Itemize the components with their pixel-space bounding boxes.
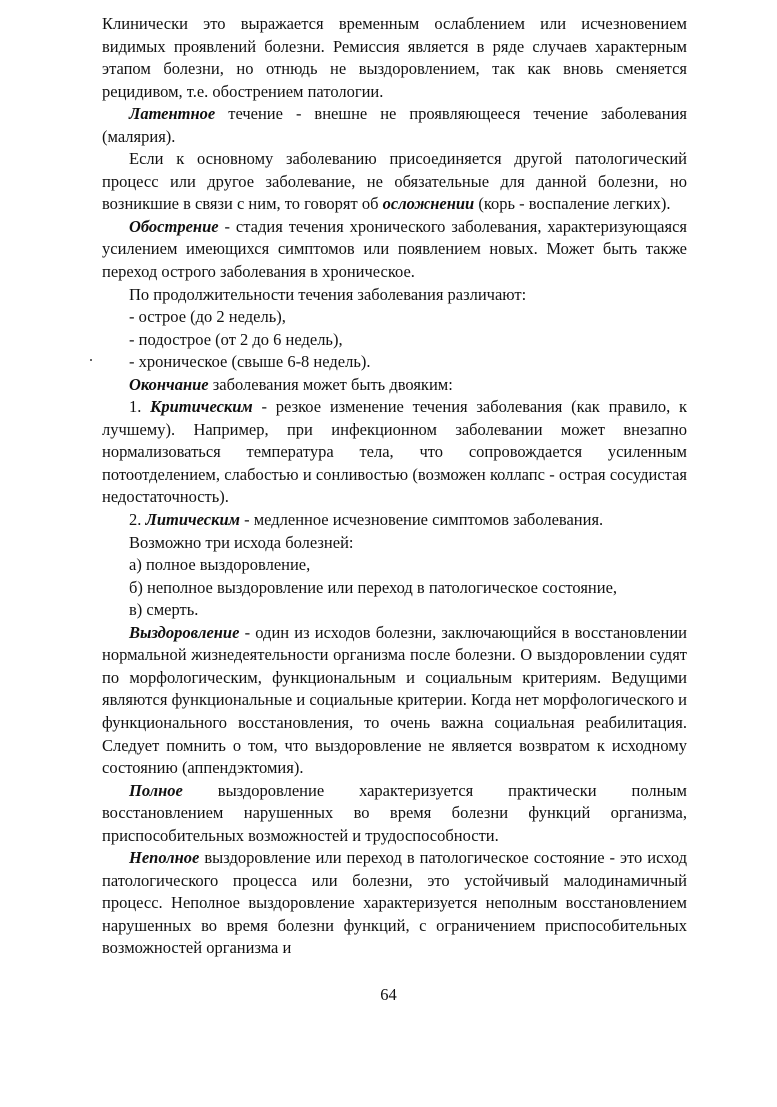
paragraph bbox=[102, 577, 687, 600]
paragraph bbox=[102, 396, 687, 509]
term: Выздоровление bbox=[129, 622, 240, 642]
paragraph bbox=[102, 622, 687, 780]
paragraph-text: По продолжительности течения заболевания различают: bbox=[129, 284, 527, 304]
paragraph-text: - резкое изменение течения заболевания (как правило, к лучшему). Например, при инфекционном заболевании может внезапно нормализоваться температура тела, что сопровождается усиленным потоотделением, слабостью и сонливостью (возможен коллапс - острая сосудистая недостаточность). bbox=[102, 397, 688, 507]
scan-speck bbox=[90, 359, 92, 361]
paragraph bbox=[102, 148, 687, 216]
paragraph-text: - хроническое (свыше 6-8 недель). bbox=[129, 352, 371, 372]
term: Литическим bbox=[145, 510, 240, 530]
paragraph-text: выздоровление характеризуется практически полным восстановлением нарушенных во время болезни функций организма, приспособительных возможностей и трудоспособности. bbox=[102, 780, 687, 845]
paragraph bbox=[102, 509, 687, 532]
paragraph bbox=[102, 216, 687, 284]
term: Неполное bbox=[129, 848, 200, 868]
paragraph bbox=[102, 103, 687, 148]
paragraph-text: - острое (до 2 недель), bbox=[129, 307, 286, 327]
body-text bbox=[102, 13, 687, 960]
paragraph-text: Если к основному заболеванию присоединяется другой патологический процесс или другое заболевание, не обязательные для данной болезни, но возникшие в связи с ним, то говорят об bbox=[102, 149, 687, 214]
paragraph-text: Возможно три исхода болезней: bbox=[129, 532, 354, 552]
term: Обострение bbox=[129, 216, 219, 236]
term: осложнении bbox=[382, 194, 475, 214]
paragraph-text: Клинически это выражается временным ослаблением или исчезновением видимых проявлений болезни. Ремиссия является в ряде случаев характерным этапом болезни, но отнюдь не выздоровлением, так как вновь сменяется рецидивом, т.е. обострением патологии. bbox=[102, 14, 687, 101]
paragraph-text: течение - внешне не проявляющееся течение заболевания (малярия). bbox=[102, 104, 687, 146]
paragraph-text: б) неполное выздоровление или переход в патологическое состояние, bbox=[129, 577, 618, 597]
paragraph bbox=[102, 554, 687, 577]
paragraph-text: в) смерть. bbox=[129, 600, 199, 620]
paragraph-text: - медленное исчезновение симптомов заболевания. bbox=[239, 510, 604, 530]
paragraph bbox=[102, 284, 687, 307]
paragraph bbox=[102, 780, 687, 848]
paragraph bbox=[102, 306, 687, 329]
paragraph-text: а) полное выздоровление, bbox=[129, 555, 311, 575]
page-number: 64 bbox=[380, 985, 397, 1004]
paragraph bbox=[102, 847, 687, 960]
paragraph-text: выздоровление или переход в патологическое состояние - это исход патологического процесса или болезни, это устойчивый малодинамичный процесс. Неполное выздоровление характеризуется неполным восстановлением нарушенных во время болезни функций, с ограничением приспособительных возможностей организма и bbox=[102, 848, 687, 958]
paragraph-text: 1. bbox=[129, 397, 151, 417]
term: Критическим bbox=[150, 397, 253, 417]
paragraph bbox=[102, 599, 687, 622]
paragraph-text: 2. bbox=[129, 510, 146, 530]
paragraph bbox=[102, 13, 687, 103]
paragraph-text: - подострое (от 2 до 6 недель), bbox=[129, 329, 343, 349]
paragraph-text: - один из исходов болезни, заключающийся в восстановлении нормальной жизнедеятельности организма после болезни. О выздоровлении судят по морфологическим, функциональным и социальным критериям. Ведущими являются функциональные и социальные критерии. Когда нет морфологического и функционального восстановления, то очень важна социальная реабилитация. Следует помнить о том, что выздоровление не является возвратом к исходному состоянию (аппендэктомия). bbox=[102, 622, 687, 778]
term: Окончание bbox=[129, 374, 209, 394]
paragraph-text: (корь - воспаление легких). bbox=[474, 194, 671, 214]
paragraph bbox=[102, 351, 687, 374]
paragraph-text: - стадия течения хронического заболевания, характеризующаяся усилением имеющихся симптомов или появлением новых. Может быть также переход острого заболевания в хроническое. bbox=[102, 216, 687, 282]
paragraph bbox=[102, 329, 687, 352]
paragraph-text: заболевания может быть двояким: bbox=[208, 374, 453, 394]
paragraph bbox=[102, 374, 687, 397]
paragraph bbox=[102, 532, 687, 555]
term: Латентное bbox=[129, 104, 216, 124]
term: Полное bbox=[129, 780, 183, 800]
